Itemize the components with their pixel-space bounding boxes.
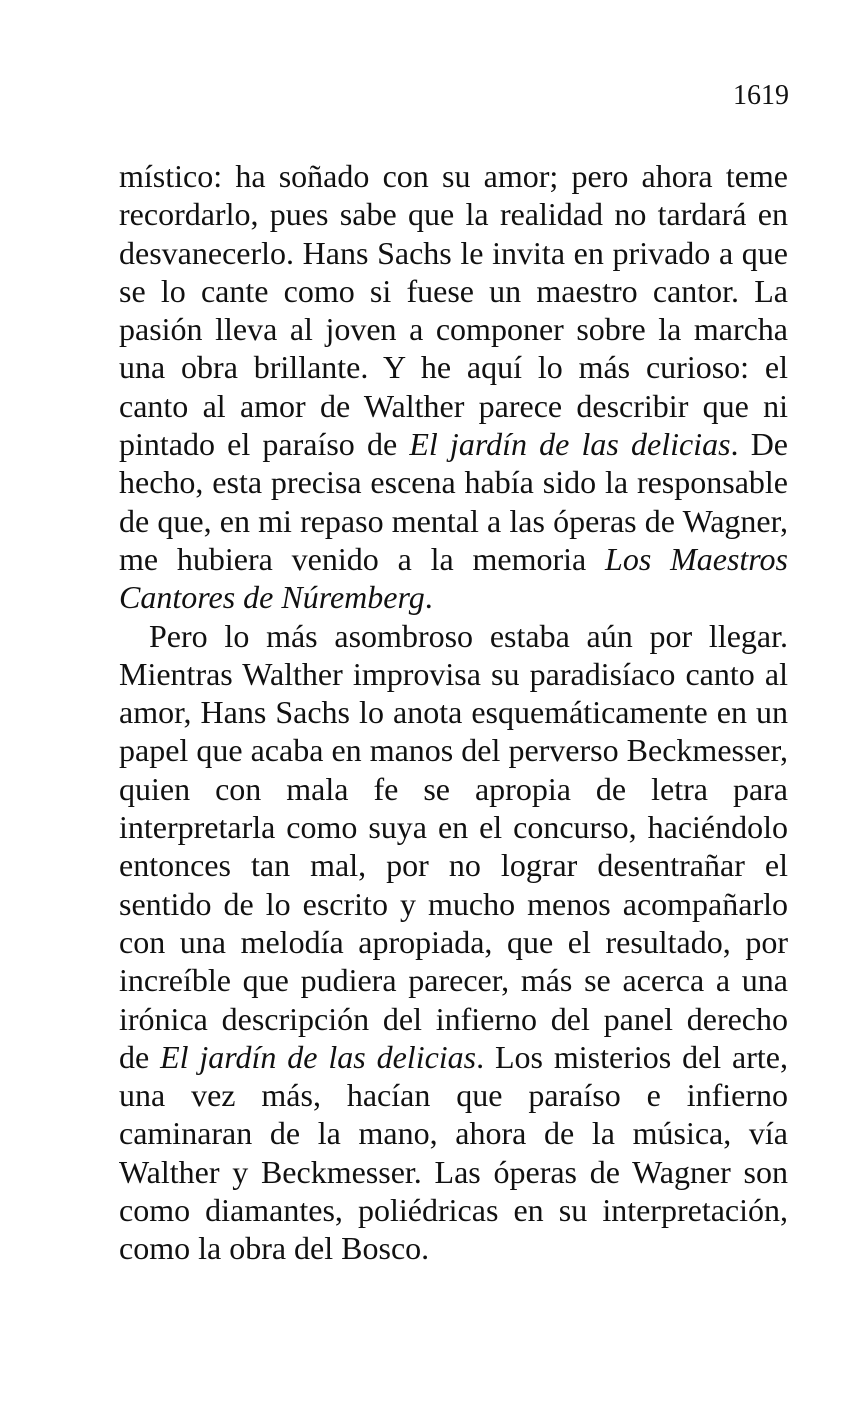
paragraph-1-book-title: El jardín de las delicias	[409, 426, 731, 463]
paragraph-1-opera-title: Los Maestros Cantores de Núremberg	[119, 540, 789, 616]
body-text	[119, 157, 788, 1268]
paragraph-2-book-title: El jardín de las delicias	[160, 1038, 477, 1075]
paragraph-1-text-3: .	[424, 579, 433, 616]
paragraph-1-text-2: . De hecho, esta precisa escena había sido la responsable de que, en mi repaso mental a las óperas de Wagner, me hubiera venido a la memoria	[119, 426, 789, 577]
page-number: 1619	[733, 80, 789, 111]
paragraph-2	[119, 617, 788, 1268]
paragraph-1-text-1: místico: ha soñado con su amor; pero ahora teme recordarlo, pues sabe que la realidad no tardará en desvanecerlo. Hans Sachs le invita en privado a que se lo cante como si fuese un maestro cantor. La pasión lleva al joven a componer sobre la marcha una obra brillante. Y he aquí lo más curioso: el canto al amor de Walther parece describir que ni pintado el paraíso de	[119, 158, 788, 463]
paragraph-2-text-1: Pero lo más asombroso estaba aún por llegar. Mientras Walther improvisa su paradisíaco canto al amor, Hans Sachs lo anota esquemáticamente en un papel que acaba en manos del perverso Beckmesser, quien con mala fe se apropia de letra para interpretarla como suya en el concurso, haciéndolo entonces tan mal, por no lograr desentrañar el sentido de lo escrito y mucho menos acompañarlo con una melodía apropiada, que el resultado, por increíble que pudiera parecer, más se acerca a una irónica descripción del infierno del panel derecho de	[119, 617, 788, 1075]
paragraph-1	[119, 157, 788, 617]
paragraph-2-text-2: . Los misterios del arte, una vez más, hacían que paraíso e infierno caminaran de la mano, ahora de la música, vía Walther y Beckmesser. Las óperas de Wagner son como diamantes, poliédricas en su interpretación, como la obra del Bosco.	[119, 1038, 789, 1267]
